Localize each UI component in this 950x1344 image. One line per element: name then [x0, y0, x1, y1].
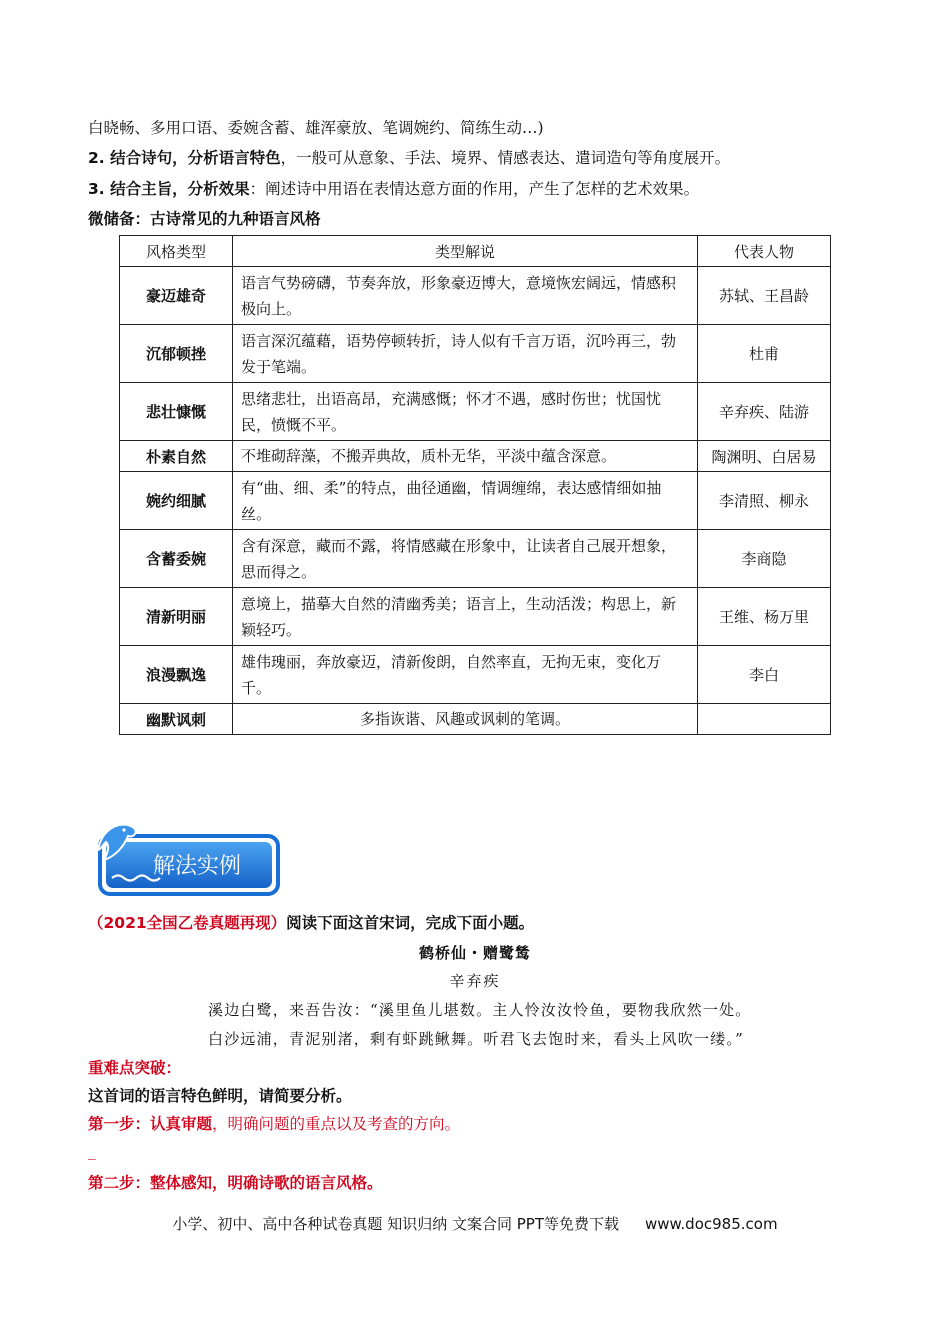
style-rep: 李清照、柳永 — [698, 472, 831, 530]
style-desc: 意境上，描摹大自然的清幽秀美；语言上，生动活泼；构思上，新颖轻巧。 — [233, 588, 698, 646]
footer-text: 小学、初中、高中各种试卷真题 知识归纳 文案合同 PPT等免费下载 — [172, 1215, 619, 1233]
blank-dash: _ — [88, 1142, 96, 1160]
style-desc: 语言气势磅礴，节奏奔放，形象豪迈博大，意境恢宏阔远，情感积极向上。 — [233, 267, 698, 325]
poem-line-1: 溪边白鹭，来吾告汝：“溪里鱼儿堪数。主人怜汝汝怜鱼，要物我欣然一处。 — [208, 1001, 752, 1019]
style-name: 含蓄委婉 — [120, 530, 233, 588]
header-style-type: 风格类型 — [120, 236, 233, 267]
table-row — [120, 383, 831, 441]
style-name: 浪漫飘逸 — [120, 646, 233, 704]
style-rep: 杜甫 — [698, 325, 831, 383]
styles-table — [119, 235, 831, 735]
style-desc: 雄伟瑰丽，奔放豪迈，清新俊朗，自然率直，无拘无束，变化万千。 — [233, 646, 698, 704]
style-desc: 思绪悲壮，出语高昂，充满感慨；怀才不遇，感时伤世；忧国忧民，愤慨不平。 — [233, 383, 698, 441]
poem-title: 鹤桥仙・赠鹭鸶 — [418, 944, 531, 962]
table-row — [120, 267, 831, 325]
footer — [0, 1213, 950, 1234]
style-name: 幽默讽刺 — [120, 704, 233, 735]
style-desc: 语言深沉蕴藉，语势停顿转折，诗人似有千言万语，沉吟再三，勃发于笔端。 — [233, 325, 698, 383]
table-row — [120, 704, 831, 735]
table-row — [120, 530, 831, 588]
style-name: 悲壮慷慨 — [120, 383, 233, 441]
source-tag: （2021全国乙卷真题再现） — [88, 914, 287, 932]
source-instruction: 阅读下面这首宋词，完成下面小题。 — [286, 914, 535, 932]
header-representatives: 代表人物 — [698, 236, 831, 267]
section-badge — [94, 820, 282, 898]
table-header-row — [120, 236, 831, 267]
footer-url[interactable]: www.doc985.com — [644, 1215, 778, 1233]
style-desc: 多指诙谐、风趣或讽刺的笔调。 — [233, 704, 698, 735]
key-points-heading: 重难点突破： — [88, 1059, 182, 1077]
step-2: 第二步：整体感知，明确诗歌的语言风格。 — [88, 1174, 383, 1192]
table-row — [120, 441, 831, 472]
style-desc: 不堆砌辞藻，不搬弄典故，质朴无华，平淡中蕴含深意。 — [233, 441, 698, 472]
intro-point-2 — [88, 147, 730, 169]
table-row — [120, 588, 831, 646]
style-name: 清新明丽 — [120, 588, 233, 646]
style-rep: 辛弃疾、陆游 — [698, 383, 831, 441]
poem-line-2: 白沙远浦，青泥别渚，剩有虾跳鳅舞。听君飞去饱时来，看头上风吹一缕。” — [208, 1030, 744, 1048]
style-rep: 李白 — [698, 646, 831, 704]
style-name: 豪迈雄奇 — [120, 267, 233, 325]
style-desc: 有“曲、细、柔”的特点，曲径通幽，情调缠绵，表达感情细如抽丝。 — [233, 472, 698, 530]
style-rep: 苏轼、王昌龄 — [698, 267, 831, 325]
point-2-text: ，一般可从意象、手法、境界、情感表达、遣词造句等角度展开。 — [280, 149, 731, 167]
header-explanation: 类型解说 — [233, 236, 698, 267]
example-source — [88, 912, 534, 934]
style-rep — [698, 704, 831, 735]
badge-label: 解法实例 — [152, 854, 242, 879]
table-row — [120, 325, 831, 383]
style-name: 婉约细腻 — [120, 472, 233, 530]
point-2-bold: 2. 结合诗句，分析语言特色 — [88, 149, 281, 167]
style-rep: 李商隐 — [698, 530, 831, 588]
style-name: 朴素自然 — [120, 441, 233, 472]
style-rep: 王维、杨万里 — [698, 588, 831, 646]
question-text: 这首词的语言特色鲜明，请简要分析。 — [88, 1087, 352, 1105]
intro-line-1: 白晓畅、多用口语、委婉含蓄、雄浑豪放、笔调婉约、简练生动…) — [88, 119, 544, 137]
intro-point-3 — [88, 178, 699, 200]
style-name: 沉郁顿挫 — [120, 325, 233, 383]
point-3-text: ：阐述诗中用语在表情达意方面的作用，产生了怎样的艺术效果。 — [249, 180, 700, 198]
point-3-bold: 3. 结合主旨，分析效果 — [88, 180, 250, 198]
style-rep: 陶渊明、白居易 — [698, 441, 831, 472]
step-1-bold: 第一步：认真审题 — [88, 1115, 213, 1133]
styles-heading: 微储备：古诗常见的九种语言风格 — [88, 210, 321, 228]
step-1-text: ，明确问题的重点以及考查的方向。 — [212, 1115, 461, 1133]
step-1 — [88, 1113, 460, 1135]
style-desc: 含有深意，藏而不露，将情感藏在形象中，让读者自己展开想象，思而得之。 — [233, 530, 698, 588]
table-row — [120, 646, 831, 704]
table-row — [120, 472, 831, 530]
poem-author: 辛弃疾 — [449, 972, 501, 990]
